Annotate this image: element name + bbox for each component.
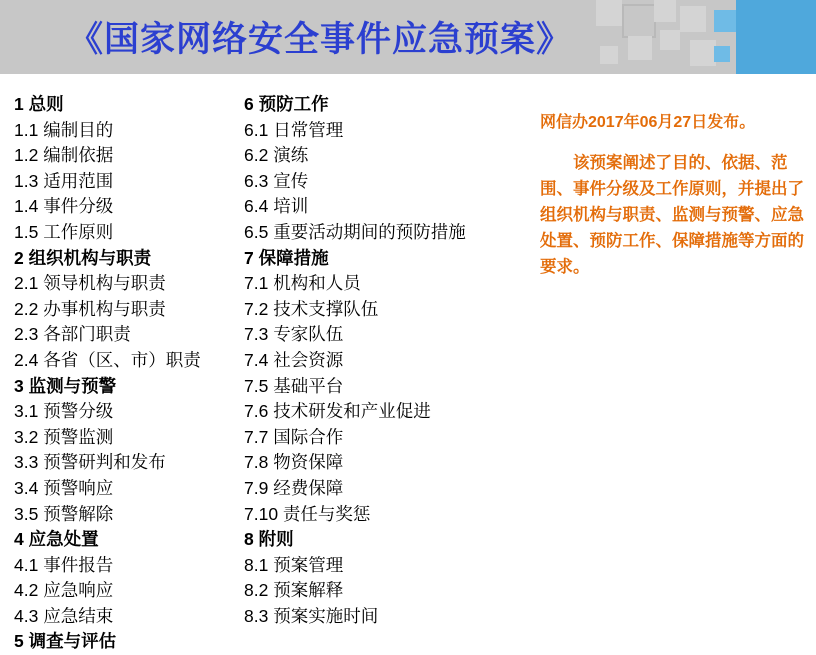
decorative-square [660, 30, 680, 50]
decorative-square [690, 40, 716, 66]
toc-entry: 6.5 重要活动期间的预防措施 [244, 221, 466, 242]
toc-entry: 4.2 应急响应 [14, 580, 114, 601]
toc-entry: 3.1 预警分级 [14, 401, 114, 422]
decorative-square [654, 0, 676, 22]
toc-entry: 6 预防工作 [244, 94, 329, 114]
toc-entry: 7.1 机构和人员 [244, 273, 361, 294]
toc-entry: 7 保障措施 [244, 247, 329, 268]
note-panel [540, 110, 808, 280]
toc-entry: 6.3 宣传 [244, 170, 309, 191]
toc-entry: 7.4 社会资源 [244, 349, 344, 370]
toc-entry: 7.9 经费保障 [244, 477, 344, 498]
toc-entry: 6.1 日常管理 [244, 119, 344, 140]
note-body: 该预案阐述了目的、依据、范围、事件分级及工作原则，并提出了组织机构与职责、监测与预警、应急处置、预防工作、保障措施等方面的要求。 [540, 154, 804, 276]
toc-column-left [14, 92, 244, 655]
toc-entry: 1.1 编制目的 [14, 119, 114, 140]
toc-entry: 2.2 办事机构与职责 [14, 298, 166, 319]
toc-entry: 3.2 预警监测 [14, 426, 114, 447]
toc-entry: 7.5 基础平台 [244, 375, 344, 396]
toc-entry: 8 附则 [244, 529, 294, 550]
toc-entry: 1.4 事件分级 [14, 196, 114, 217]
decorative-square [680, 6, 706, 32]
toc-entry: 7.7 国际合作 [244, 426, 344, 447]
toc-entry: 6.2 演练 [244, 145, 309, 166]
toc-entry: 7.2 技术支撑队伍 [244, 298, 379, 319]
toc-entry: 4 应急处置 [14, 529, 99, 550]
toc-entry: 2.4 各省（区、市）职责 [14, 349, 201, 370]
toc-entry: 4.1 事件报告 [14, 554, 114, 575]
header-accent-block [736, 0, 816, 74]
toc-entry: 4.3 应急结束 [14, 605, 114, 626]
toc-entry: 3.3 预警研判和发布 [14, 452, 166, 473]
toc-entry: 1.2 编制依据 [14, 145, 114, 166]
header-band [0, 0, 816, 74]
toc-entry: 7.6 技术研发和产业促进 [244, 401, 431, 422]
note-publish-line: 网信办2017年06月27日发布。 [540, 114, 756, 131]
toc-entry: 3 监测与预警 [14, 375, 117, 396]
toc-entry: 5 调查与评估 [14, 631, 117, 652]
toc-entry: 7.10 责任与奖惩 [244, 503, 371, 524]
toc-entry: 8.3 预案实施时间 [244, 605, 379, 626]
toc-column-right [244, 92, 524, 629]
toc-entry: 8.1 预案管理 [244, 554, 344, 575]
toc-entry: 1 总则 [14, 94, 64, 114]
toc-entry: 2.1 领导机构与职责 [14, 273, 166, 294]
decorative-square-blue [714, 10, 736, 32]
page-title: 《国家网络安全事件应急预案》 [67, 19, 572, 60]
toc-entry: 2.3 各部门职责 [14, 324, 131, 345]
toc-entry: 1.3 适用范围 [14, 170, 114, 191]
toc-entry: 3.5 预警解除 [14, 503, 114, 524]
toc-entry: 7.3 专家队伍 [244, 324, 344, 345]
toc-entry: 6.4 培训 [244, 196, 309, 217]
toc-entry: 8.2 预案解释 [244, 580, 344, 601]
toc-entry: 7.8 物资保障 [244, 452, 344, 473]
toc-entry: 1.5 工作原则 [14, 221, 114, 242]
toc-entry: 2 组织机构与职责 [14, 247, 152, 268]
decorative-square-blue [714, 46, 730, 62]
toc-entry: 3.4 预警响应 [14, 477, 114, 498]
